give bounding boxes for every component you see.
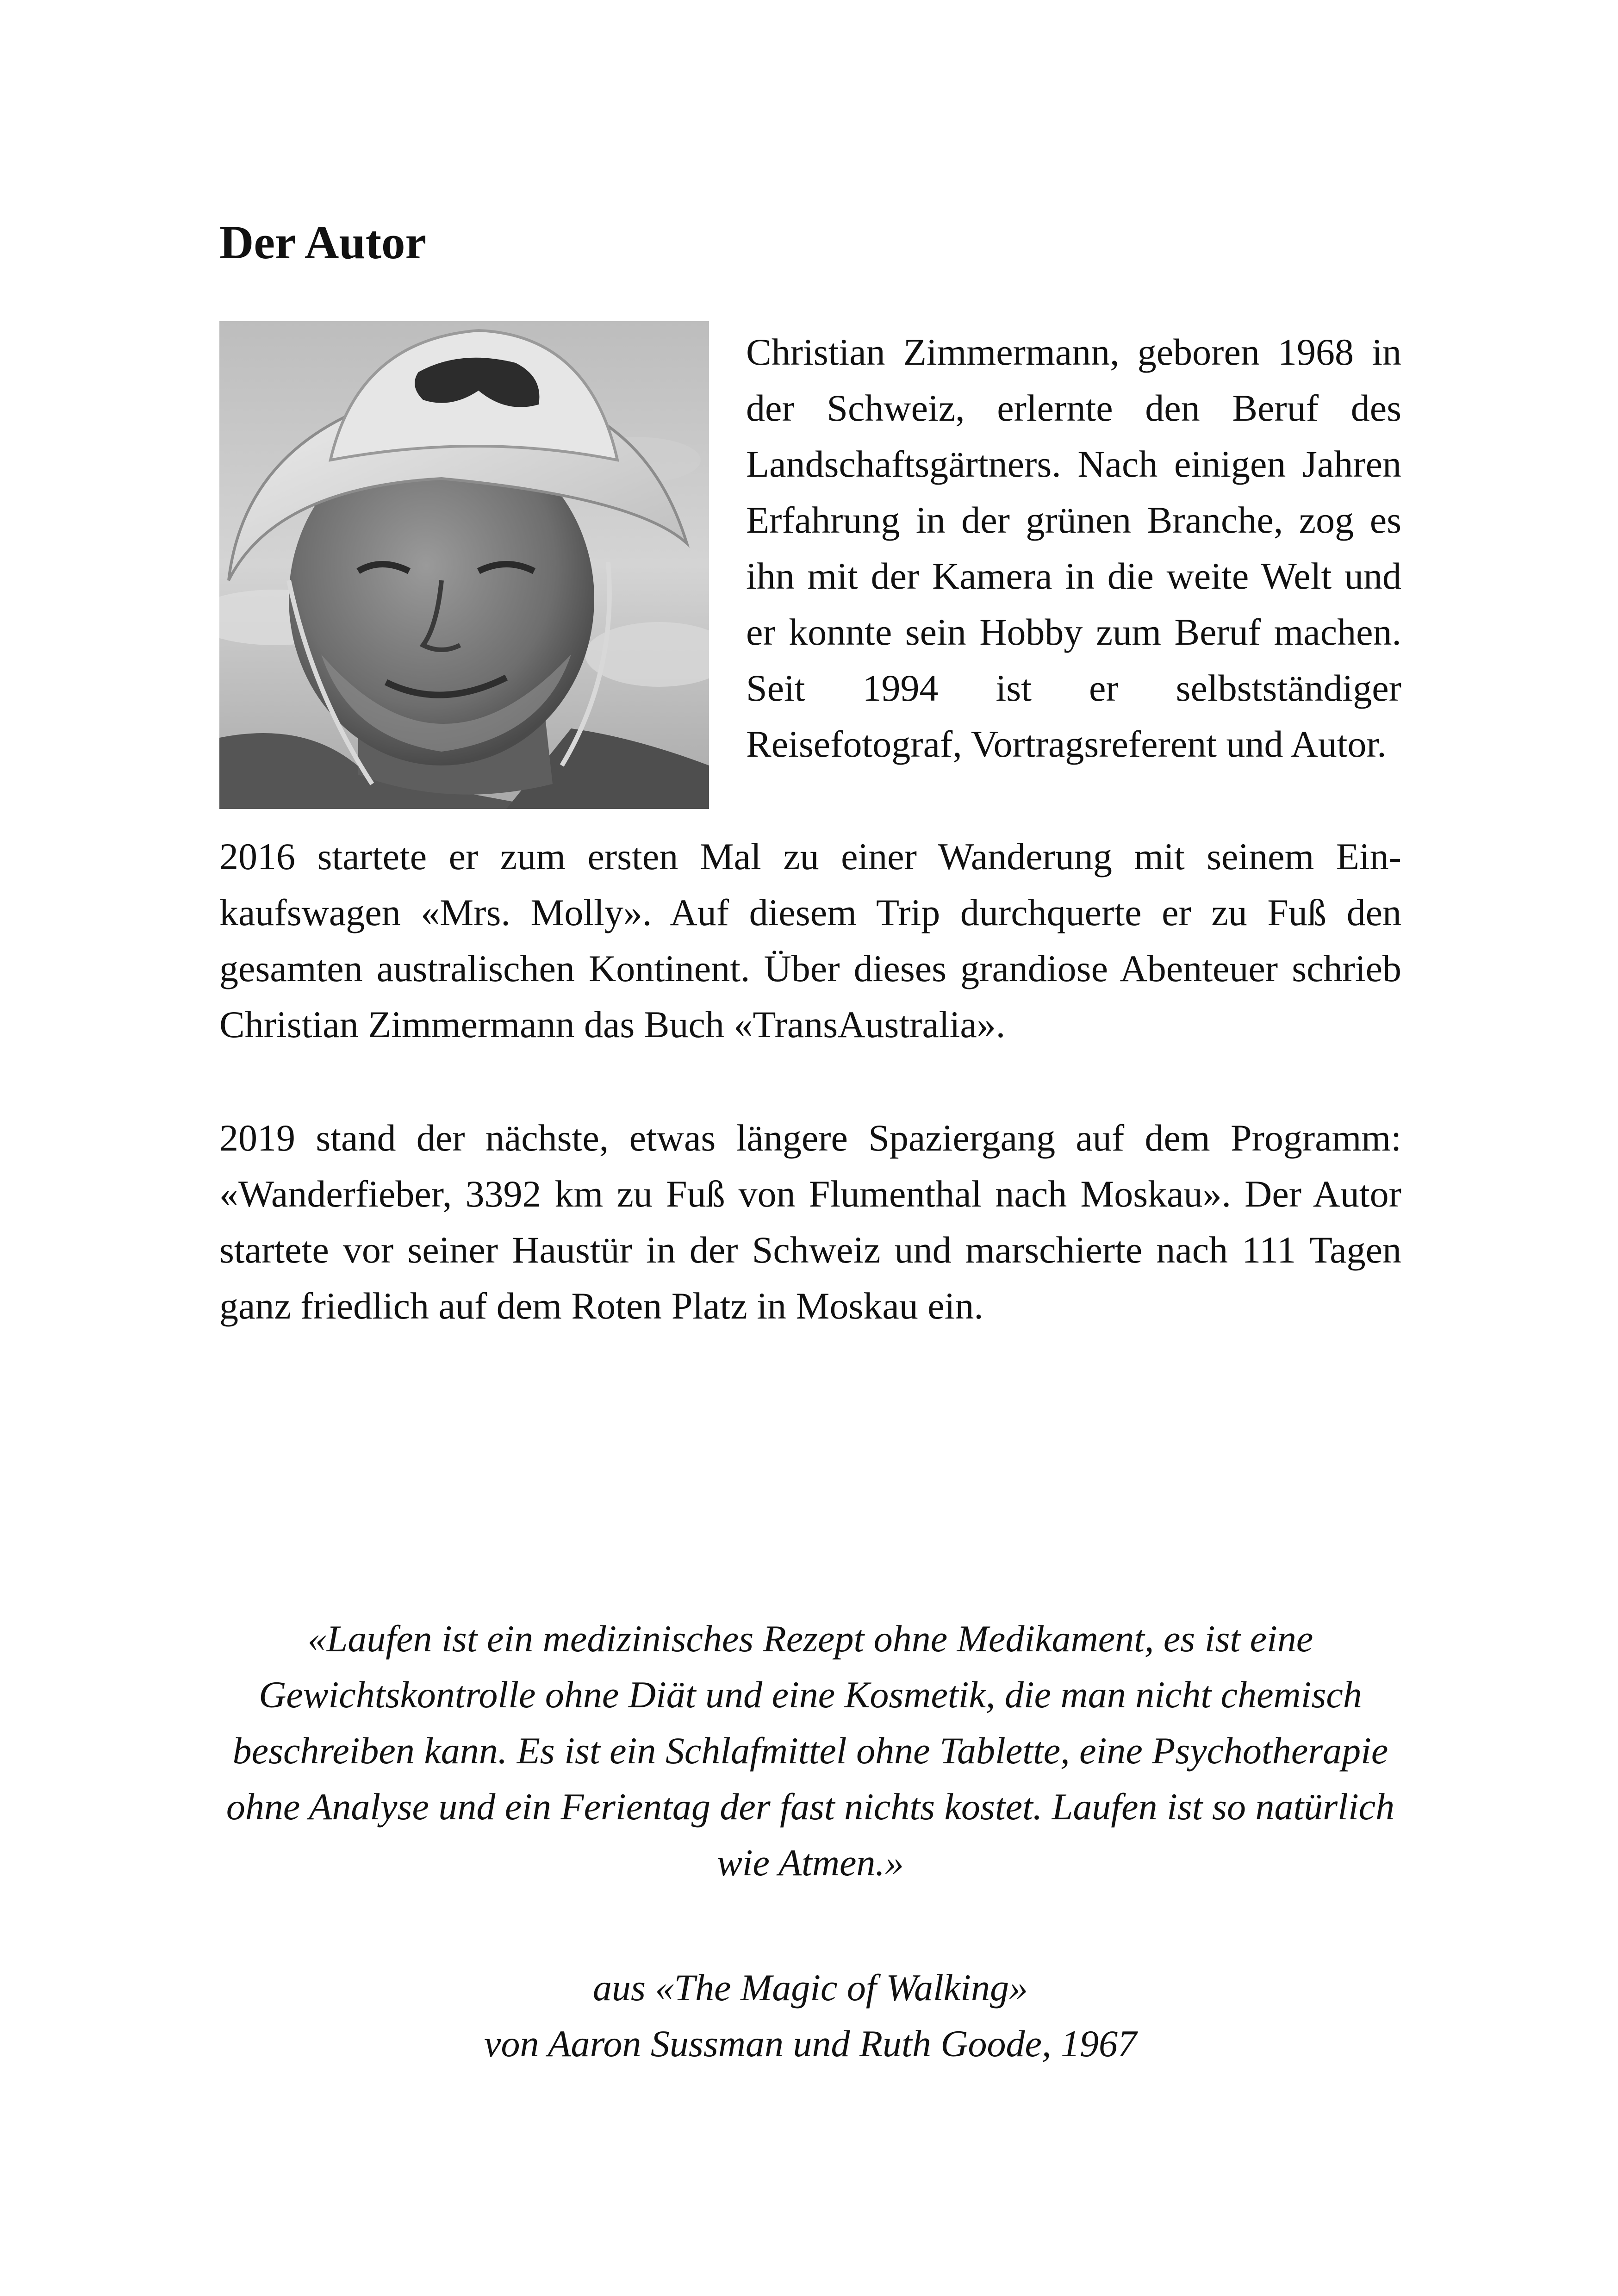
quote-attribution [219, 1960, 1401, 2072]
bio-intro-paragraph: Christian Zimmermann, geboren 1968 in der Schweiz, erlernte den Beruf des Landschaftsgärtners. Nach einigen Jahren Erfahrung in der grünen Branche, zog es ihn mit der Kamera in die weite Welt und er konnte sein Hobby zum Beruf machen. Seit 1994 ist er selbstständiger Reisefotograf, Vortragsreferent und Autor. [746, 331, 1401, 765]
page-title: Der Autor [219, 216, 427, 269]
quote-source-authors: von Aaron Sussman und Ruth Goode, 1967 [484, 2022, 1137, 2065]
author-portrait-image [219, 321, 709, 809]
bio-continuation-paragraph: 2016 startete er zum ersten Mal zu einer Wanderung mit seinem Einkaufswagen «Mrs. Molly». Auf diesem Trip durchquerte er zu Fuß den gesamten australischen Kontinent. Über dieses grandiose Abenteuer schrieb Christian Zimmermann das Buch «TransAustralia». [219, 835, 1401, 1045]
walking-quote: «Laufen ist ein medizinisches Rezept ohne Medikament, es ist eine Gewichtskontrolle ohne Diät und eine Kosmetik, die man nicht chemisch beschreiben kann. Es ist ein Schlafmittel ohne Tablette, eine Psychotherapie ohne Analyse und ein Ferientag der fast nichts kostet. Laufen ist so natürlich wie Atmen.» [226, 1618, 1395, 1884]
quote-source-title: aus «The Magic of Walking» [593, 1966, 1028, 2009]
bio-2019-paragraph: 2019 stand der nächste, etwas längere Spaziergang auf dem Programm: «Wanderfieber, 3392 km zu Fuß von Flumenthal nach Moskau». Der Autor startete vor seiner Haustür in der Schweiz und marschierte nach 111 Tagen ganz friedlich auf dem Roten Platz in Moskau ein. [219, 1117, 1401, 1327]
author-photo [219, 321, 709, 809]
